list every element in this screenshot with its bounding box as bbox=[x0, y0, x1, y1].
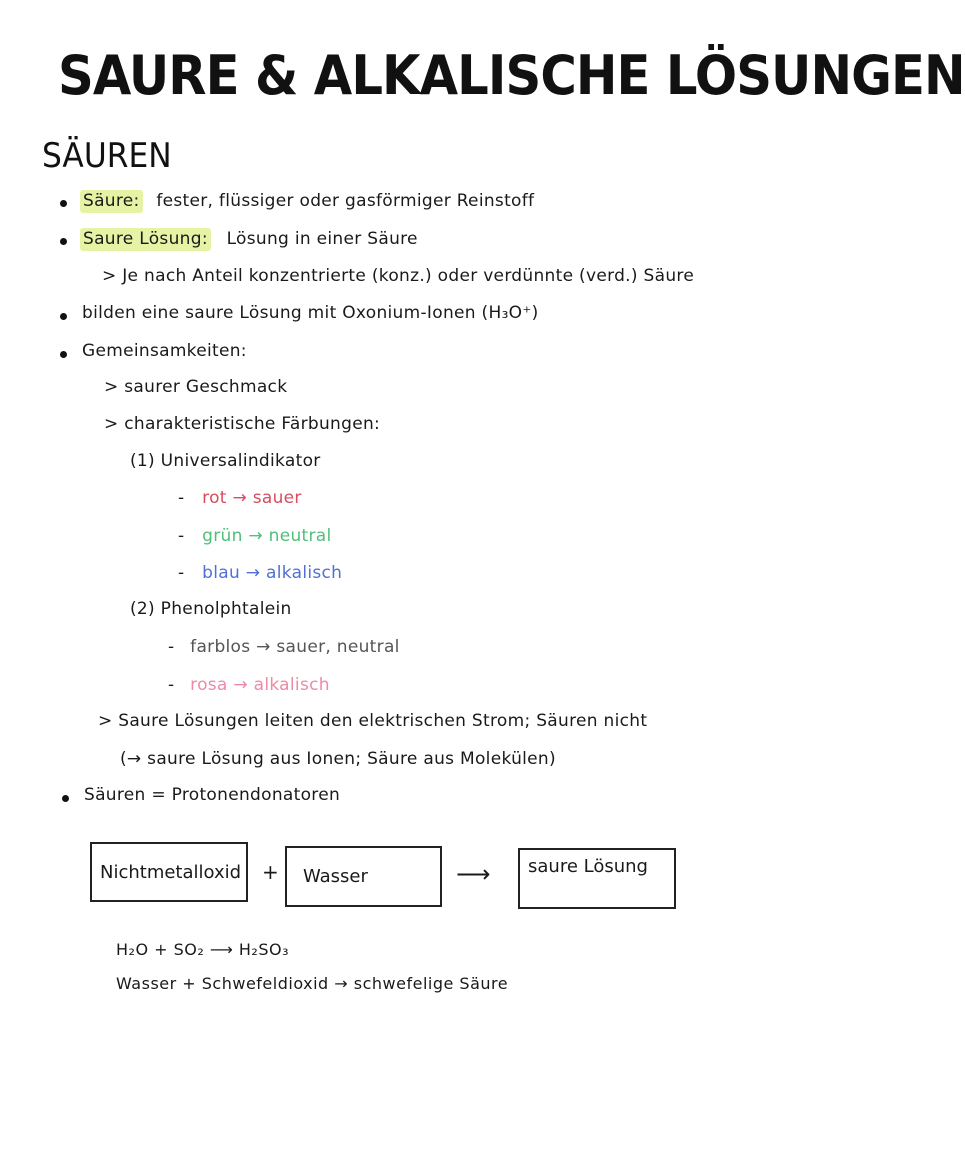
dash: - bbox=[178, 488, 185, 508]
box-wasser bbox=[285, 846, 442, 907]
note-strom: > Saure Lösungen leiten den elektrischen Strom; Säuren nicht bbox=[98, 711, 648, 731]
definition-saure-loesung bbox=[80, 229, 418, 249]
term-saeure: Säure: bbox=[80, 190, 143, 213]
bullet bbox=[60, 200, 67, 207]
definition-saeure bbox=[80, 191, 534, 211]
dash: - bbox=[168, 675, 175, 695]
color-farblos: farblos → sauer, neutral bbox=[190, 637, 400, 657]
indicator-phenolphtalein: (2) Phenolphtalein bbox=[130, 599, 292, 619]
heading-gemeinsamkeiten: Gemeinsamkeiten: bbox=[82, 341, 247, 361]
note-ionen: (→ saure Lösung aus Ionen; Säure aus Molekülen) bbox=[120, 749, 556, 769]
color-rot: rot → sauer bbox=[202, 488, 302, 508]
term-saure-loesung: Saure Lösung: bbox=[80, 228, 211, 251]
box-saure-loesung bbox=[518, 848, 676, 909]
example-words: Wasser + Schwefeldioxid → schwefelige Säure bbox=[116, 974, 509, 993]
indicator-universal-gruen bbox=[178, 526, 332, 546]
text-saeure: fester, flüssiger oder gasförmiger Reinstoff bbox=[156, 191, 535, 211]
indicator-universal: (1) Universalindikator bbox=[130, 451, 321, 471]
indicator-phenol-farblos bbox=[168, 637, 400, 657]
text-protonendonatoren: Säuren = Protonendonatoren bbox=[84, 785, 341, 805]
text-oxonium: bilden eine saure Lösung mit Oxonium-Ionen (H₃O⁺) bbox=[82, 303, 539, 323]
color-rosa: rosa → alkalisch bbox=[190, 675, 330, 695]
indicator-universal-rot bbox=[178, 488, 302, 508]
bullet bbox=[62, 795, 69, 802]
color-blau: blau → alkalisch bbox=[202, 563, 343, 583]
box-label: Nichtmetalloxid bbox=[100, 861, 242, 883]
bullet bbox=[60, 238, 67, 245]
box-label: Wasser bbox=[303, 866, 368, 887]
note-konzentration: > Je nach Anteil konzentrierte (konz.) oder verdünnte (verd.) Säure bbox=[102, 266, 695, 286]
dash: - bbox=[168, 637, 175, 657]
indicator-phenol-rosa bbox=[168, 675, 330, 695]
color-gruen: grün → neutral bbox=[202, 526, 332, 546]
bullet bbox=[60, 351, 67, 358]
reaction-arrow: ⟶ bbox=[456, 860, 491, 888]
dash: - bbox=[178, 526, 185, 546]
box-nichtmetalloxid bbox=[90, 842, 248, 902]
dash: - bbox=[178, 563, 185, 583]
plus-sign: + bbox=[262, 860, 279, 884]
page-title: SAURE & ALKALISCHE LÖSUNGEN bbox=[58, 44, 965, 107]
note-faerbungen: > charakteristische Färbungen: bbox=[104, 414, 381, 434]
bullet bbox=[60, 313, 67, 320]
box-label: saure Lösung bbox=[528, 856, 648, 877]
example-formula: H₂O + SO₂ ⟶ H₂SO₃ bbox=[116, 940, 289, 959]
text-saure-loesung: Lösung in einer Säure bbox=[226, 229, 418, 249]
note-geschmack: > saurer Geschmack bbox=[104, 377, 288, 397]
section-heading: SÄUREN bbox=[42, 136, 172, 176]
indicator-universal-blau bbox=[178, 563, 342, 583]
